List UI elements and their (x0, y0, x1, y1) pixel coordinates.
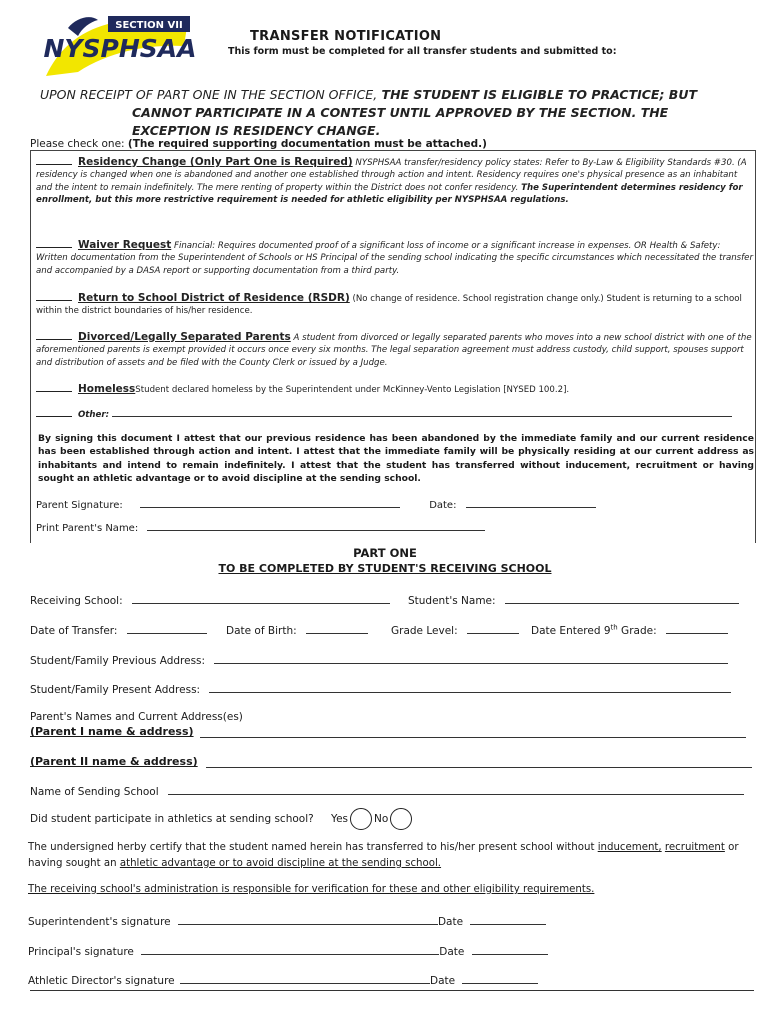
sending-school-label: Name of Sending School (30, 786, 159, 798)
sending-school-input[interactable] (168, 784, 744, 795)
option-text: NYSPHSAA transfer/residency policy states: Refer to By-Law & Eligibility Standards #30. (A residency is changed when one is abandoned and another one established through action and intent. Residency requires one's physical presence as an inhabitant and the intent to remain indefinitely. The mere renting of property within the District does not confer residency. (36, 158, 747, 193)
section-notice (40, 86, 740, 140)
principal-signature-input[interactable] (141, 944, 439, 955)
receiving-school-label: Receiving School: (30, 595, 123, 607)
option-text: A student from divorced or legally separated parents who moves into a new school district with one of the aforementioned parents is exempt provided it occurs once every six months. The legal separation agreement must address custody, child support, spouses support and distribution of assets and be filed with the County Clerk or issued by a Judge. (36, 333, 752, 368)
date-entered-sup: th (610, 623, 618, 632)
no-radio[interactable] (390, 808, 412, 830)
part-one-subtitle: TO BE COMPLETED BY STUDENT'S RECEIVING SCHOOL (218, 562, 552, 575)
students-name-row (408, 593, 739, 607)
check-one-bold: (The required supporting documentation must be attached.) (127, 138, 487, 150)
date-of-birth-label: Date of Birth: (226, 625, 297, 637)
participate-label: Did student participate in athletics at sending school? (30, 813, 314, 825)
principal-label: Principal's signature (28, 946, 134, 958)
option-title: Other: (78, 410, 110, 420)
divorced-checkbox[interactable] (36, 330, 72, 340)
cert-d: or having sought an (28, 842, 739, 869)
homeless-checkbox[interactable] (36, 382, 72, 392)
notice-plain: UPON RECEIPT OF PART ONE IN THE SECTION OFFICE, (40, 87, 378, 102)
grade-level-label: Grade Level: (391, 625, 458, 637)
other-checkbox[interactable] (36, 407, 72, 417)
present-address-label: Student/Family Present Address: (30, 684, 201, 696)
parent2-label: (Parent II name & address) (30, 755, 198, 768)
present-address-row (30, 682, 731, 696)
option-text: Financial: Requires documented proof of a significant loss of income or a significant increase in expenses. OR Health & Safety: Written documentation from the Superintendent of Schools or HS Principal of the sending school indicating the specific circumstances which necessitated the transfer and accompanied by a DASA report or supporting documentation from a third party. (36, 241, 754, 276)
option-title: Waiver Request (78, 239, 172, 251)
students-name-label: Student's Name: (408, 595, 496, 607)
principal-row (28, 944, 548, 958)
date-of-transfer-label: Date of Transfer: (30, 625, 118, 637)
print-name-field[interactable] (147, 520, 485, 531)
yes-radio[interactable] (350, 808, 372, 830)
date-entered-label (531, 625, 657, 637)
previous-address-row (30, 653, 728, 667)
parent1-input[interactable] (200, 737, 746, 738)
date-of-birth-input[interactable] (306, 623, 368, 634)
athletic-director-date-label: Date (429, 975, 456, 987)
principal-date-label: Date (439, 946, 465, 958)
parents-names-label: Parent's Names and Current Address(es) (30, 711, 243, 723)
previous-address-input[interactable] (214, 653, 728, 664)
date-of-transfer-row (30, 623, 207, 637)
present-address-input[interactable] (209, 682, 731, 693)
grade-level-row (391, 623, 519, 637)
students-name-input[interactable] (505, 593, 739, 604)
date-entered-row (531, 623, 728, 637)
participate-row (30, 808, 414, 830)
date-of-transfer-input[interactable] (127, 623, 207, 634)
notice-line2: CANNOT PARTICIPATE IN A CONTEST UNTIL APPROVED BY THE SECTION. THE (132, 105, 669, 120)
certification-statement (28, 840, 748, 872)
rsdr-checkbox[interactable] (36, 291, 72, 301)
logo-section-text: SECTION VII (115, 20, 183, 31)
date-entered-prefix: Date Entered 9 (531, 625, 611, 637)
athletic-director-signature-input[interactable] (180, 973, 430, 984)
cert-a: The undersigned herby certify that the student named herein has transferred to his/her present school without (28, 842, 595, 853)
check-one-instruction (30, 138, 487, 150)
cert-c: recruitment (664, 842, 725, 853)
yes-label: Yes (331, 813, 348, 825)
option-title: Divorced/Legally Separated Parents (78, 331, 291, 343)
waiver-checkbox[interactable] (36, 238, 72, 248)
print-name-row (36, 520, 485, 534)
residency-checkbox[interactable] (36, 155, 72, 165)
athletic-director-date-input[interactable] (462, 973, 538, 984)
parent-date-field[interactable] (466, 497, 596, 508)
parent-date-label: Date: (429, 500, 457, 511)
check-one-label: Please check one: (30, 138, 125, 150)
option-title: Return to School District of Residence (RSDR) (78, 292, 350, 304)
athletic-director-label: Athletic Director's signature (28, 975, 175, 987)
option-text: (No change of residence. School registration change only.) Student is returning to a school within the district boundaries of his/her residence. (36, 294, 742, 317)
superintendent-date-label: Date (437, 916, 464, 928)
option-waiver (36, 238, 754, 277)
principal-date-input[interactable] (472, 944, 548, 955)
cert-b: inducement, (597, 842, 662, 853)
athletic-director-row (28, 973, 538, 987)
superintendent-date-input[interactable] (470, 914, 546, 925)
notice-bold: THE STUDENT IS ELIGIBLE TO PRACTICE; BUT (381, 87, 698, 102)
part-one-title: PART ONE (353, 546, 417, 560)
option-residency (36, 155, 754, 207)
no-label: No (374, 813, 389, 825)
attest-statement: By signing this document I attest that our previous residence has been abandoned by the immediate family and our current residence has been established through action and intent. I attest that the immediate family will be physically residing at our current address as inhabitants and intend to remain indefinitely. I attest that the student has transferred without inducement, recruitment or having sought an athletic advantage or to avoid discipline at the sending school. (38, 433, 754, 485)
option-title: Homeless (78, 383, 136, 395)
form-title: TRANSFER NOTIFICATION (250, 29, 442, 44)
logo-name-text: NYSPHSAA (43, 34, 197, 63)
date-entered-input[interactable] (666, 623, 728, 634)
superintendent-label: Superintendent's signature (28, 916, 171, 928)
verification-note: The receiving school's administration is responsible for verification for these and other eligibility requirements. (28, 884, 595, 895)
print-name-label: Print Parent's Name: (36, 523, 139, 534)
option-divorced (36, 330, 754, 369)
option-other (36, 406, 754, 421)
grade-level-input[interactable] (467, 623, 519, 634)
superintendent-signature-input[interactable] (178, 914, 438, 925)
receiving-school-row (30, 593, 390, 607)
parent-signature-label: Parent Signature: (36, 500, 123, 511)
date-entered-suffix: Grade: (617, 625, 657, 637)
superintendent-row (28, 914, 546, 928)
receiving-school-input[interactable] (132, 593, 390, 604)
option-rsdr (36, 291, 754, 318)
parent-signature-field[interactable] (140, 497, 400, 508)
cert-e: athletic advantage or to avoid discipline at the sending school. (119, 858, 442, 869)
bottom-divider (30, 990, 754, 991)
nysphsaa-logo (38, 10, 198, 82)
option-text: Student declared homeless by the Superintendent under McKinney-Vento Legislation [NYSED 100.2]. (135, 385, 570, 395)
form-subtitle: This form must be completed for all transfer students and submitted to: (228, 46, 617, 57)
option-title: Residency Change (Only Part One is Required) (78, 156, 353, 168)
sending-school-row (30, 784, 744, 798)
other-input[interactable] (112, 406, 732, 417)
previous-address-label: Student/Family Previous Address: (30, 655, 206, 667)
notice-line3: EXCEPTION IS RESIDENCY CHANGE. (132, 123, 381, 138)
parent1-label: (Parent I name & address) (30, 725, 194, 738)
date-of-birth-row (226, 623, 368, 637)
parent-signature-row (36, 497, 596, 511)
option-homeless (36, 382, 754, 396)
option-bold: The Superintendent determines residency for enrollment, but this more restrictive requirement is needed for athletic eligibility per NYSPHSAA regulations. (36, 182, 743, 206)
parent2-input[interactable] (206, 767, 752, 768)
